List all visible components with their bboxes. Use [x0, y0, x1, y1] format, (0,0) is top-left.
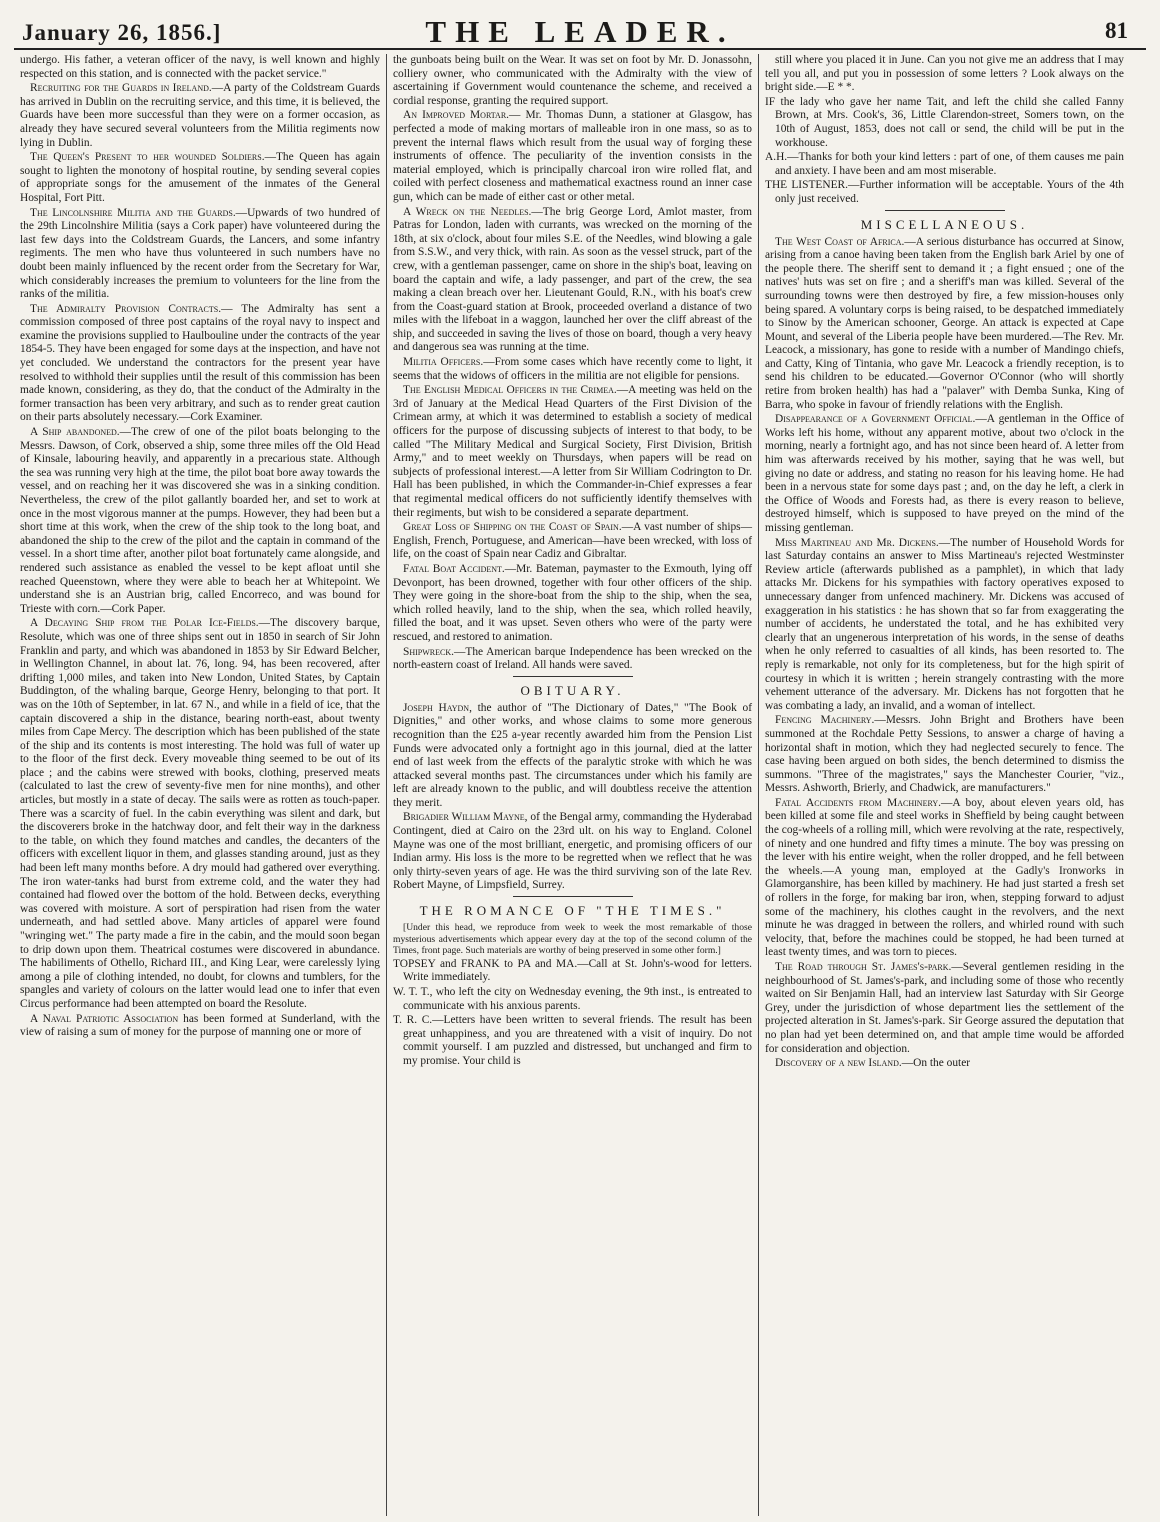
article [765, 714, 1124, 796]
article-text: —A serious disturbance has occurred at Sinow, arising from a canoe having been taken from the English bark Ariel by one of the people there. The sheriff sent to demand it ; a fight ensued ; one of the natives' huts was set on fire ; and a sheriff's man was killed. Several of the surrounding towns were then destroyed by fire, a few mission-houses only being spared. A voluntary corps is being raised, to be despatched immediately to Sinow by the American schooner, George. An attack is expected at Cape Mount, and several of the Liberia people have been murdered.—The Rev. Mr. Leacock, a missionary, has gone to reside with a number of Mandingo chiefs, and Catty, King of Tintania, who gave Mr. Leacock a friendly reception, is to send his children to be educated.—Governor O'Connor (who will shortly retire from broken health) has had a "palaver" with Demba Sunka, King of Barra, who spoke in favour of friendly relations with the English. [765, 235, 1124, 411]
article-heading: The Admiralty Provision Contracts. [30, 302, 222, 315]
article-heading: A Wreck on the Needles. [403, 205, 532, 218]
article [393, 521, 752, 562]
article [393, 702, 752, 811]
article-heading: A Decaying Ship from the Polar Ice-Fields. [30, 617, 259, 630]
advertisement: THE LISTENER.—Further information will be acceptable. Yours of the 4th only just received. [765, 179, 1124, 205]
article-heading: An Improved Mortar. [403, 109, 510, 122]
article [765, 413, 1124, 535]
article-heading: The Queen's Present to her wounded Soldiers. [30, 151, 265, 164]
article [393, 384, 752, 520]
article-heading: The Road through St. James's-park. [775, 961, 952, 973]
article-text: —A boy, about eleven years old, has been killed at some file and steel works in Sheffield by being caught between the cog-wheels of a rolling mill, which were revolving at the rate, respectively, of ninety and one hundred and fifty times a minute. The boy was pressing on the lever with his entire weight, when the roller dropped, and he fell between the wheels.—A young man, employed at the Gadly's Ironworks in Glamorganshire, has been killed by machinery. He had just started a fresh set of rollers in the forge, for making bar iron, when, stepping forward to adjust some of the machinery, his clothes caught in the revolvers, and the next minute he was dragged in between the rollers, and whirled round with such velocity, that, before the machines could be stopped, he had been turned at least twenty times, and was torn to pieces. [765, 796, 1124, 959]
editor-note: [Under this head, we reproduce from week to week the most remarkable of those mysterious advertisements which appear every day at the top of the second column of the Times, front page. Such materials are worthy of being preserved in some other form.] [393, 922, 752, 957]
section-divider [513, 676, 633, 677]
article-text: —The discovery barque, Resolute, which was one of three ships sent out in 1850 in search of Sir John Franklin and party, and which was abandoned in 1853 by Sir Edward Belcher, in Wellington Channel, in about lat. 76, long. 94, has been recovered, after drifting 1,000 miles, and taken into New London, United States, by Captain Buddington, of the whaling barque, George Henry, belonging to that port. It was on the 10th of September, in lat. 67 N., and while in a field of ice, that the captain discovered a ship in the distance, bearing north-east, about twenty miles from Cape Mercy. The description which has been published of the state of the ship and its contents is most interesting. The hold was full of water up to the floor of the first deck. Every moveable thing seemed to be out of its place ; and the cabins were strewed with books, clothing, preserved meats (calculated to last the crew of seventy-five men for nine months), and other articles, but mostly in a state of decay. The sails were as rotten as touch-paper. There was a scarcity of fuel. In the cabin everything was silent and dark, but the discoverers broke in the hatchway door, and felt their way in the darkness to the table, on which they found matches and candles, the decanters of the officers with excellent liquor in them, and glasses standing around, just as they had been left many months before. A dry mould had gathered over everything. The iron water-tanks had burst from extreme cold, and the water they had contained had flowed over the bottom of the hold. Between decks, everything was covered with moisture. A sort of perspiration had risen from the water underneath, and had settled above. Many articles of apparel were found "wringing wet." The party made a fire in the cabin, and the mould soon began to drip down upon them. Theatrical costumes were discovered in abundance. The habiliments of Othello, Richard III., and King Lear, were carelessly lying among a pile of clothing intended, no doubt, for clowns and tumblers, for the spangles and variety of colours on the latter would lead one to infer that even Circus performance had been attempted on board the Resolute. [20, 617, 380, 1010]
article-heading: Recruiting for the Guards in Ireland. [30, 82, 212, 95]
article-text: —Mr. Bateman, paymaster to the Exmouth, lying off Devonport, has been drowned, together with four other officers of the ship. They were going in the shore-boat from the ship to the ship, when the sea, which rolled heavily, land to the ship, when the sea, which rolled heavily, filled the boat, and it was upset. Seven others who were of the party were rescued, and restored to animation. [393, 562, 753, 643]
page-number: 81 [1105, 18, 1128, 43]
advertisement: A.H.—Thanks for both your kind letters : part of one, of them causes me pain and anxiety. I have been and am most miserable. [765, 151, 1124, 177]
article-heading: Fatal Boat Accident. [403, 562, 505, 575]
article-heading: The West Coast of Africa. [775, 235, 905, 248]
section-divider [513, 896, 633, 897]
advertisement: T. R. C.—Letters have been written to several friends. The result has been great unhappiness, and you are threatened with a visit of inquiry. Do not commit yourself. I am puzzled and distressed, but unchanged and firm to my promise. Your child is [393, 1014, 752, 1067]
article-heading: The English Medical Officers in the Crimea. [403, 384, 617, 397]
article [765, 1057, 1124, 1071]
column-3 [758, 54, 1130, 1516]
article-heading: Brigadier William Mayne, [403, 811, 528, 824]
article [20, 151, 380, 205]
miscellaneous-title: MISCELLANEOUS. [860, 216, 1029, 232]
article-heading: Joseph Haydn, [403, 701, 472, 714]
article [393, 356, 752, 383]
article-text: —Messrs. John Bright and Brothers have been summoned at the Rochdale Petty Sessions, to answer a charge of having a horizontal shaft in motion, which they had neglected securely to fence. The case having been argued on both sides, the bench determined to dismiss the summons. "Three of the magistrates," says the Manchester Courier, "viz., Messrs. Ashworth, Brierly, and Chadwick, are manufacturers." [765, 714, 1124, 795]
article-text: —A party of the Coldstream Guards has arrived in Dublin on the recruiting service, and this time, it is believed, the Guards have been more successful than they were on a former occasion, as already they have secured several volunteers from the Militia regiments now lying in Dublin. [20, 82, 380, 149]
advertisement: IF the lady who gave her name Tait, and left the child she called Fanny Brown, at Mrs. Cook's, 36, Little Clarendon-street, Somers town, on the 10th of August, 1853, does not call or send, the child will be put in the workhouse. [765, 95, 1124, 149]
article-text: —The American barque Independence has been wrecked on the north-eastern coast of Ireland. All hands were saved. [393, 645, 752, 672]
article [20, 617, 380, 1011]
article [393, 206, 752, 356]
article-text: — Mr. Thomas Dunn, a stationer at Glasgow, has perfected a mode of making mortars of malleable iron in one mass, so as to prevent the internal flaws which result from the usual way of forging these instruments of offence. The peculiarity of the invention consists in the material employed, which is principally charcoal iron wire rolled flat, and coiled with perfect closeness and mathematical exactness round an inner case gun, which can be made of either cast or other metal. [393, 109, 753, 203]
advertisement: still where you placed it in June. Can you not give me an address that I may tell you all, and put you in possession of some letters ? Look always on the bright side.—E * *. [765, 54, 1124, 94]
section-divider [885, 210, 1005, 211]
columns [14, 54, 1146, 1516]
article [20, 303, 380, 425]
article-text: —Several gentlemen residing in the neighbourhood of St. James's-park, and including some of those who recently waited on Sir Benjamin Hall, had an interview last Saturday with Sir George Grey, under the jurisdiction of whose department lies the settlement of the projected alteration in St. James's-park. Sir George assured the deputation that no plan had yet been determined on, and that ample time would be afforded for consideration and objection. [765, 961, 1125, 1055]
article-text: —A gentleman in the Office of Works left his home, without any apparent motive, about two o'clock in the morning, nearly a fortnight ago, and has not since been heard of. A letter from him was afterwards received by his mother, saying that he was well, but giving no date or address, and stating no reason for his leaving home. He had been in a nervous state for some days past ; and, on the day he left, a clerk in the Office of Woods and Forests had, as there is every reason to believe, destroyed himself, which is supposed to have preyed on the mind of the missing gentleman. [765, 413, 1124, 534]
article-text: —A meeting was held on the 3rd of January at the Medical Head Quarters of the First Division of the Crimean army, at which it was determined to establish a society of medical officers for the purpose of discussing subjects of interest to that body, to be called "The Military Medical and Surgical Society, First Division, British Army," and to meet weekly on Thursdays, when papers will be read on subjects of professional interest.—A letter from Sir William Codrington to Dr. Hall has been published, in which the Commander-in-Chief expresses a fear that regimental medical officers do not sufficiently identify themselves with their regiments, but wish to be considered a separate department. [393, 384, 752, 519]
article-heading: Fatal Accidents from Machinery. [775, 796, 941, 809]
article [393, 811, 752, 893]
article [393, 646, 752, 673]
article-text: — The Admiralty has sent a commission composed of three post captains of the royal navy to inspect and examine the provisions supplied to Haulbouline under the contracts of the year 1854-5. They have been engaged for some days at the inspection, and have not yet concluded. We understand the contractors for the present year have resolved to withhold their supplies until the result of this commission has been made known, considering, as they do, that the conduct of the Admiralty in the former transaction has been very arbitrary, and such as to render great caution on their parts absolutely necessary.—Cork Examiner. [20, 302, 380, 424]
obituary-title: OBITUARY. [520, 682, 625, 698]
issue-date: January 26, 1856.] [22, 20, 222, 45]
article-heading: A Ship abandoned. [30, 426, 120, 439]
column-2 [386, 54, 758, 1516]
article-text: —The Queen has again sought to lighten the monotony of hospital routine, by sending several copies of appropriate songs for the amusement of the inmates of the General Hospital, Fort Pitt. [20, 151, 380, 204]
article [765, 236, 1124, 413]
article [20, 426, 380, 616]
advertisement: W. T. T., who left the city on Wednesday evening, the 9th inst., is entreated to communicate with his anxious parents. [393, 986, 752, 1012]
article-text: has been formed at Sunderland, with the view of raising a sum of money for the purpose of manning one or more of [20, 1012, 380, 1039]
article [393, 109, 752, 204]
article-text: —Upwards of two hundred of the 29th Lincolnshire Militia (says a Cork paper) have volunteered during the last few days into the Coldstream Guards, the Lancers, and some infantry regiments. The men who have thus volunteered in such numbers have no doubt been mainly influenced by the recent order from the Secretary for War, which considerably increases the premium to volunteers for the line from the ranks of the militia. [20, 206, 380, 301]
article-text: the gunboats being built on the Wear. It was set on foot by Mr. D. Jonassohn, colliery owner, who communicated with the Admiralty with the view of ascertaining if Government would countenance the scheme, and received a cordial response, granting the required support. [393, 54, 752, 107]
article-heading: Miss Martineau and Mr. Dickens. [775, 536, 939, 549]
paper-title: THE LEADER. [425, 14, 735, 49]
article-text: —The brig George Lord, Amlot master, from Patras for London, laden with currants, was wrecked on the morning of the 18th, at six o'clock, about four miles S.E. of the Needles, wind blowing a gale from S.S.W., and very thick, with rain. As soon as the vessel struck, part of the crew, with a gentleman passenger, came on shore in the ship's boat, leaving on board the captain and wife, a lady passenger, and part of the crew, the sea making a clean breach over her. Lieutenant Gould, R.N., with his boat's crew from the Coast-guard station at Brook, proceeded overland a distance of two miles with the lifeboat in a waggon, launched her over the cliff abreast of the ship, and succeeded in saving the lives of those on board, though a very heavy and dangerous sea was running at the time. [393, 205, 752, 354]
romance-title: THE ROMANCE OF "THE TIMES." [419, 903, 726, 919]
article-text: undergo. His father, a veteran officer of the navy, is well known and highly respected on this station, and is connected with the packet service." [20, 54, 380, 80]
article-heading: Shipwreck. [403, 645, 454, 658]
article [393, 563, 752, 645]
article-heading: Discovery of a new Island. [775, 1057, 902, 1070]
article [20, 207, 380, 302]
article-heading: A Naval Patriotic Association [30, 1012, 179, 1025]
article-heading: Disappearance of a Government Official. [775, 413, 976, 426]
article [765, 537, 1124, 714]
article [765, 961, 1124, 1056]
advertisement: TOPSEY and FRANK to PA and MA.—Call at St. John's-wood for letters. Write immediately. [393, 957, 752, 984]
article-text: —The number of Household Words for last Saturday contains an answer to Miss Martineau's rejected Westminster Review article (afterwards published as a pamphlet), in which that lady attacks Mr. Dickens for his sympathies with factory operatives exposed to unnecessary danger from unfenced machinery. Mr. Dickens was accused of exaggeration in his statistics : he has shown that so far from exaggerating the number of accidents, he understated the total, and he has exhibited very clearly that an ungenerous interpretation of his words, in the sense of deaths when he only referred to casualties of all kinds, has been resorted to. The reply is remarkable, not only for its completeness, but for the high spirit of courtesy in which it is written ; herein strangely contrasting with the more vehement utterance of the adversary. Mr. Dickens has not forgotten that he was combating a lady, an invalid, and a woman of intellect. [765, 536, 1124, 712]
article-text: —The crew of one of the pilot boats belonging to the Messrs. Dawson, of Cork, observed a ship, some three miles off the Old Head of Kinsale, labouring heavily, and apparently in a precarious state. Although the sea was running very high at the time, the pilot boat bore away towards the vessel, and on reaching her it was discovered she was in a sinking condition. Nevertheless, the crew of the pilot gallantly boarded her, and set to work at once in the most vigorous manner at the pumps. However, they had been but a short time at this work, when the crew of the ship took to the long boat, and abandoned the ship to the crew of the pilot and the captain in command of the vessel. In a short time after, another pilot boat fortunately came alongside, and rendered such assistance as enabled the vessel to be kept afloat until she reached Queenstown, where they were able to beach her at Whitepoint. We understand she is an Austrian brig, called Encorreco, and was bound for Trieste with corn.—Cork Paper. [20, 426, 380, 615]
article [20, 82, 380, 150]
article-heading: Fencing Machinery. [775, 714, 875, 727]
article [765, 797, 1124, 960]
article-text: of the Bengal army, commanding the Hyderabad Contingent, died at Cairo on the 23rd ult. on his way to England. Colonel Mayne was one of the most brilliant, energetic, and promising officers of our Indian army. His loss is the more to be regretted when we reflect that he was only thirty-seven years of age. He was the third surviving son of the late Rev. Robert Mayne, of Limpsfield, Surrey. [393, 811, 752, 892]
article-text: —From some cases which have recently come to light, it seems that the widows of officers in the militia are not eligible for pensions. [393, 356, 752, 382]
article [20, 1013, 380, 1040]
masthead [14, 0, 1146, 50]
column-1 [14, 54, 386, 1516]
article-text: the author of "The Dictionary of Dates," "The Book of Dignities," and other works, and whose claims to some more generous recognition than the £25 a-year recently awarded him from the Pension List Funds were advocated only a fortnight ago in this journal, died at the latter end of last week from the effects of the paralytic stroke with which he was attacked several months past. The circumstances under which his family are left are already known to the public, and will doubtless receive the attention they merit. [393, 701, 752, 809]
article-text: —On the outer [901, 1057, 971, 1070]
article-heading: Militia Officers. [403, 356, 484, 369]
article-text: —A vast number of ships—English, French, Portuguese, and American—have been wrecked, with loss of life, on the coast of Spain near Cadiz and Gibraltar. [393, 521, 752, 561]
article-heading: Great Loss of Shipping on the Coast of Spain. [403, 521, 622, 534]
article-heading: The Lincolnshire Militia and the Guards. [30, 206, 236, 219]
